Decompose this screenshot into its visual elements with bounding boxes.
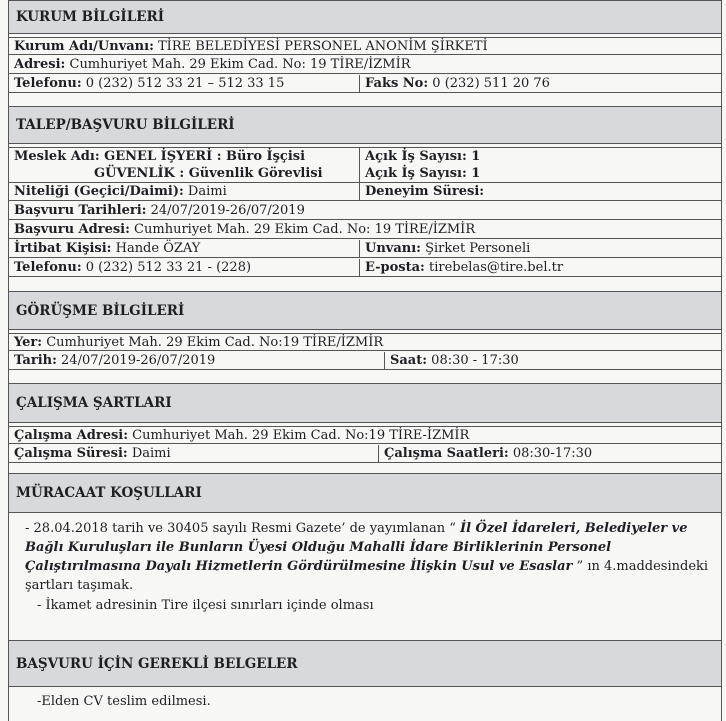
gorusme-saat-value: 08:30 - 17:30 (427, 353, 519, 368)
cell-unvan (360, 240, 721, 257)
row-kurum-telefon (9, 75, 721, 93)
talep-telefon-value: 0 (232) 512 33 21 - (228) (81, 260, 252, 275)
section-header-gorusme: GÖRÜŞME BİLGİLERİ (9, 291, 721, 330)
section-header-kurum: KURUM BİLGİLERİ (9, 0, 721, 34)
row-talep-telefon (9, 259, 721, 277)
calisma-adres-label: Çalışma Adresi: (14, 428, 129, 443)
cell-calisma-sure (9, 445, 378, 462)
kurum-unvan-label: Kurum Adı/Unvanı: (14, 39, 154, 54)
row-talep-meslek (9, 147, 721, 183)
muracaat-p1-italic: İl Özel İdareleri, Belediyeler ve Bağlı Kuruluşları ile Bunların Üyesi Olduğu Mahalli İdare Birliklerinin Personel Çalıştırılmasına Dayalı Hizmetlerin Gördürülmesine İlişkin Usul ve Esaslar (25, 521, 688, 574)
cell-meslek (9, 148, 359, 182)
calisma-sure-label: Çalışma Süresi: (14, 446, 128, 461)
cell-calisma-saat (379, 445, 721, 462)
meslek-label: Meslek Adı: GENEL İŞYERİ : Büro İşçisi (14, 149, 306, 164)
acik-is-sayisi-1: Açık İş Sayısı: 1 (365, 149, 481, 164)
row-gorusme-tarih (9, 352, 721, 370)
cell-deneyim (360, 183, 721, 200)
basvuru-tarih-value: 24/07/2019-26/07/2019 (146, 203, 305, 218)
unvan-value: Şirket Personeli (420, 241, 531, 256)
section-header-muracaat: MÜRACAAT KOŞULLARI (9, 473, 721, 513)
muracaat-paragraph-1 (9, 519, 721, 595)
form-table (8, 0, 722, 721)
row-gorusme-yer (9, 333, 721, 351)
kurum-telefon-label: Telefonu: (14, 76, 82, 91)
row-basvuru-adres (9, 221, 721, 239)
belgeler-item-1: -Elden CV teslim edilmesi. (37, 694, 211, 709)
gorusme-yer-label: Yer: (14, 335, 43, 350)
row-irtibat (9, 240, 721, 258)
gorusme-tarih-value: 24/07/2019-26/07/2019 (56, 353, 216, 368)
row-kurum-unvan (9, 37, 721, 55)
row-kurum-adres (9, 56, 721, 74)
nitelik-value: Daimi (183, 184, 227, 199)
cell-acik-is (360, 148, 721, 182)
irtibat-value: Hande ÖZAY (111, 241, 201, 256)
kurum-adres-value: Cumhuriyet Mah. 29 Ekim Cad. No: 19 TİRE/İZMİR (65, 57, 411, 72)
section-header-belgeler: BAŞVURU İÇİN GEREKLİ BELGELER (9, 640, 721, 687)
calisma-adres-value: Cumhuriyet Mah. 29 Ekim Cad. No:19 TİRE-İZMİR (128, 428, 470, 443)
gorusme-saat-label: Saat: (390, 353, 428, 368)
row-calisma-sure (9, 445, 721, 463)
kurum-faks-value: 0 (232) 511 20 76 (428, 76, 550, 91)
eposta-value[interactable]: tirebelas@tire.bel.tr (424, 260, 564, 275)
muracaat-p1-end: ” ın 4.maddesindeki şartları taşımak. (25, 559, 709, 593)
kurum-unvan-value: TİRE BELEDİYESİ PERSONEL ANONİM ŞİRKETİ (153, 39, 488, 54)
gorusme-yer-value: Cumhuriyet Mah. 29 Ekim Cad. No:19 TİRE/İZMİR (42, 335, 384, 350)
basvuru-adres-label: Başvuru Adresi: (14, 222, 130, 237)
cell-gorusme-saat (385, 352, 721, 369)
kurum-adres-label: Adresi: (14, 57, 66, 72)
irtibat-label: İrtibat Kişisi: (14, 241, 112, 256)
gorusme-tarih-label: Tarih: (14, 353, 57, 368)
section-header-talep: TALEP/BAŞVURU BİLGİLERİ (9, 106, 721, 144)
calisma-sure-value: Daimi (127, 446, 171, 461)
row-calisma-adres (9, 426, 721, 444)
section-header-calisma: ÇALIŞMA ŞARTLARI (9, 383, 721, 423)
basvuru-tarih-label: Başvuru Tarihleri: (14, 203, 147, 218)
unvan-label: Unvanı: (365, 241, 421, 256)
calisma-saat-value: 08:30-17:30 (508, 446, 593, 461)
kurum-faks-label: Faks No: (365, 76, 429, 91)
cell-gorusme-tarih (9, 352, 384, 369)
deneyim-label: Deneyim Süresi: (365, 184, 485, 199)
cell-talep-telefon (9, 259, 359, 276)
cell-kurum-faks (360, 75, 721, 92)
basvuru-adres-value: Cumhuriyet Mah. 29 Ekim Cad. No: 19 TİRE/İZMİR (129, 222, 476, 237)
calisma-saat-label: Çalışma Saatleri: (384, 446, 509, 461)
cell-irtibat (9, 240, 359, 257)
muracaat-p1-start: - 28.04.2018 tarih ve 30405 sayılı Resmi Gazete’ de yayımlanan “ (25, 521, 460, 536)
cell-nitelik (9, 183, 359, 200)
nitelik-label: Niteliği (Geçici/Daimi): (14, 184, 184, 199)
talep-telefon-label: Telefonu: (14, 260, 82, 275)
cell-eposta (360, 259, 721, 276)
row-basvuru-tarih (9, 202, 721, 220)
meslek-line2: GÜVENLİK : Güvenlik Görevlisi (94, 166, 323, 181)
kurum-telefon-value: 0 (232) 512 33 21 – 512 33 15 (81, 76, 285, 91)
cell-kurum-telefon (9, 75, 359, 92)
muracaat-paragraph-2: - İkamet adresinin Tire ilçesi sınırları içinde olması (37, 598, 374, 613)
row-talep-nitelik (9, 183, 721, 201)
acik-is-sayisi-2: Açık İş Sayısı: 1 (365, 166, 481, 181)
eposta-label: E-posta: (365, 260, 425, 275)
